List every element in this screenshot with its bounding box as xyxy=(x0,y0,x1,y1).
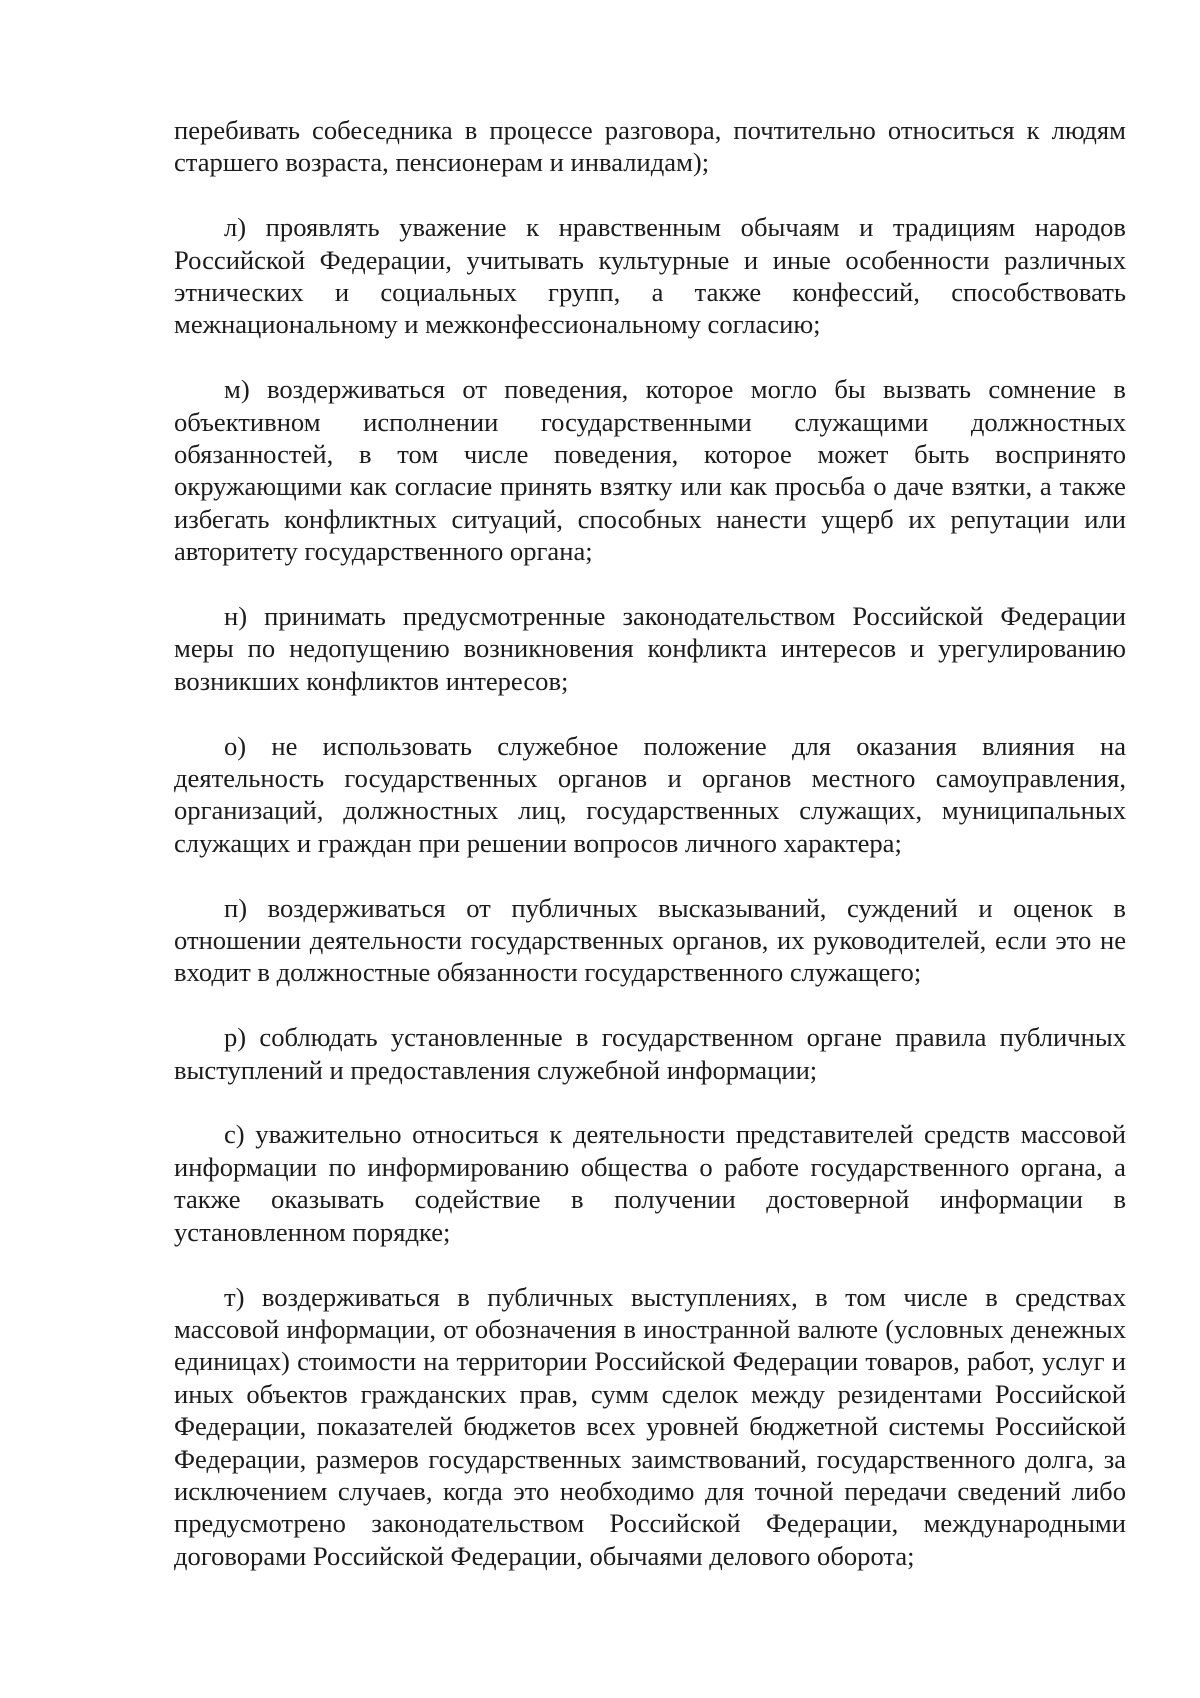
paragraph-item-l: л) проявлять уважение к нравственным обычаям и традициям народов Российской Федерации, учитывать культурные и иные особенности различных этнических и социальных групп, а также конфессий, способствовать межнациональному и межконфессиональному согласию; xyxy=(174,212,1126,340)
paragraph-item-p: п) воздерживаться от публичных высказываний, суждений и оценок в отношении деятельности государственных органов, их руководителей, если это не входит в должностные обязанности государственного служащего; xyxy=(174,892,1126,988)
paragraph-item-s: с) уважительно относиться к деятельности представителей средств массовой информации по информированию общества о работе государственного органа, а также оказывать содействие в получении достоверной информации в установленном порядке; xyxy=(174,1119,1126,1247)
paragraph-item-o: о) не использовать служебное положение для оказания влияния на деятельность государственных органов и органов местного самоуправления, организаций, должностных лиц, государственных служащих, муниципальных служащих и граждан при решении вопросов личного характера; xyxy=(174,730,1126,858)
paragraph-item-t: т) воздерживаться в публичных выступлениях, в том числе в средствах массовой информации, от обозначения в иностранной валюте (условных денежных единицах) стоимости на территории Российской Федерации товаров, работ, услуг и иных объектов гражданских прав, сумм сделок между резидентами Российской Федерации, показателей бюджетов всех уровней бюджетной системы Российской Федерации, размеров государственных заимствований, государственного долга, за исключением случаев, когда это необходимо для точной передачи сведений либо предусмотрено законодательством Российской Федерации, международными договорами Российской Федерации, обычаями делового оборота; xyxy=(174,1281,1126,1571)
paragraph-item-r: р) соблюдать установленные в государственном органе правила публичных выступлений и предоставления служебной информации; xyxy=(174,1022,1126,1085)
document-page xyxy=(174,114,1126,1572)
paragraph-item-m: м) воздерживаться от поведения, которое могло бы вызвать сомнение в объективном исполнении государственными служащими должностных обязанностей, в том числе поведения, которое может быть воспринято окружающими как согласие принять взятку или как просьба о даче взятки, а также избегать конфликтных ситуаций, способных нанести ущерб их репутации или авторитету государственного органа; xyxy=(174,374,1126,567)
paragraph-continuation: перебивать собеседника в процессе разговора, почтительно относиться к людям старшего возраста, пенсионерам и инвалидам); xyxy=(174,115,1126,178)
paragraph-item-n: н) принимать предусмотренные законодательством Российской Федерации меры по недопущению возникновения конфликта интересов и урегулированию возникших конфликтов интересов; xyxy=(174,601,1126,696)
